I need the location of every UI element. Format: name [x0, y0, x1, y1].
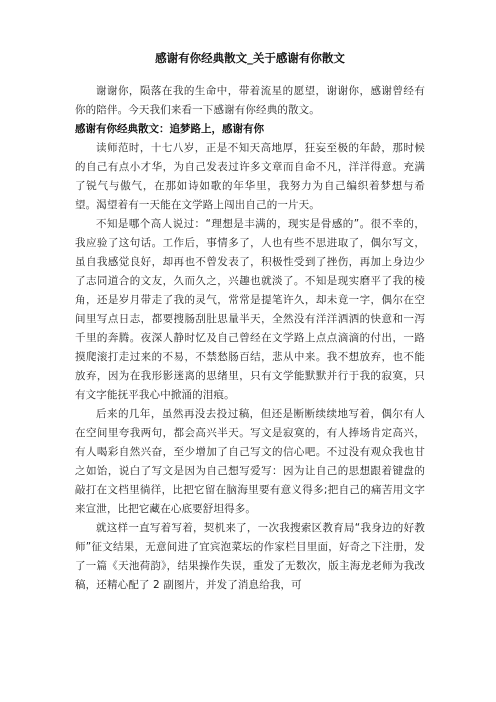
document-title: 感谢有你经典散文_关于感谢有你散文: [155, 51, 345, 65]
body-paragraph: 后来的几年，虽然再没去投过稿，但还是断断续续地写着，偶尔有人在空间里夸我两句，都会高兴半天。写文是寂寞的，有人捧场肯定高兴，有人喝彩自然兴奋，至少增加了自己写文的信心吧。不过没有观众我也甘之如饴，说白了写文是因为自己想写爱写：因为让自己的思想跟着键盘的敲打在文档里徜徉，比把它留在脑海里要有意义得多;把自己的痛苦用文字来宣泄，比把它藏在心底要舒坦得多。: [75, 408, 425, 515]
body-paragraph: 读师范时，十七八岁，正是不知天高地厚，狂妄至极的年龄，那时候的自己有点小才华，为自己发表过许多文章而自命不凡，洋洋得意。充满了锐气与傲气，在那如诗如歌的年华里，我努力为自己编织着梦想与希望。渴望着有一天能在文学路上闯出自己的一片天。: [75, 142, 425, 211]
body-paragraph: 就这样一直写着写着，契机来了，一次我搜索区教育局“我身边的好教师”征文结果，无意间进了宜宾泡菜坛的作家栏目里面，好奇之下注册，发了一篇《天池荷韵》，结果操作失误，重发了无数次，版主海龙老师为我改稿，还精心配了 2 副图片，并发了消息给我，可: [75, 522, 425, 591]
body-paragraph: 不知是哪个高人说过：“理想是丰满的，现实是骨感的”。很不幸的，我应验了这句话。工作后，事情多了，人也有些不思进取了，偶尔写文，虽自我感觉良好，却再也不曾发表了，积极性受到了挫伤，再加上身边少了志同道合的文友，久而久之，兴趣也就淡了。不知是现实磨平了我的棱角，还是岁月带走了我的灵气，常常是提笔许久，却未竟一字，偶尔在空间里写点日志，都要搜肠刮肚思量半天，全然没有洋洋洒洒的快意和一泻千里的奔腾。夜深人静时忆及自己曾经在文学路上点点滴滴的付出，一路摸爬滚打走过来的不易，不禁愁肠百结，悲从中来。我不想放弃，也不能放弃，因为在我形影迷离的思绪里，只有文学能默默并行于我的寂寞，只有文字能抚平我心中掀涌的泪痕。: [75, 218, 425, 401]
section-heading: 感谢有你经典散文：追梦路上，感谢有你: [75, 123, 264, 135]
intro-paragraph: 谢谢你，陨落在我的生命中，带着流星的愿望，谢谢你，感谢曾经有你的陪伴。今天我们来看一下感谢有你经典的散文。: [75, 85, 425, 116]
document-page: [75, 0, 425, 595]
